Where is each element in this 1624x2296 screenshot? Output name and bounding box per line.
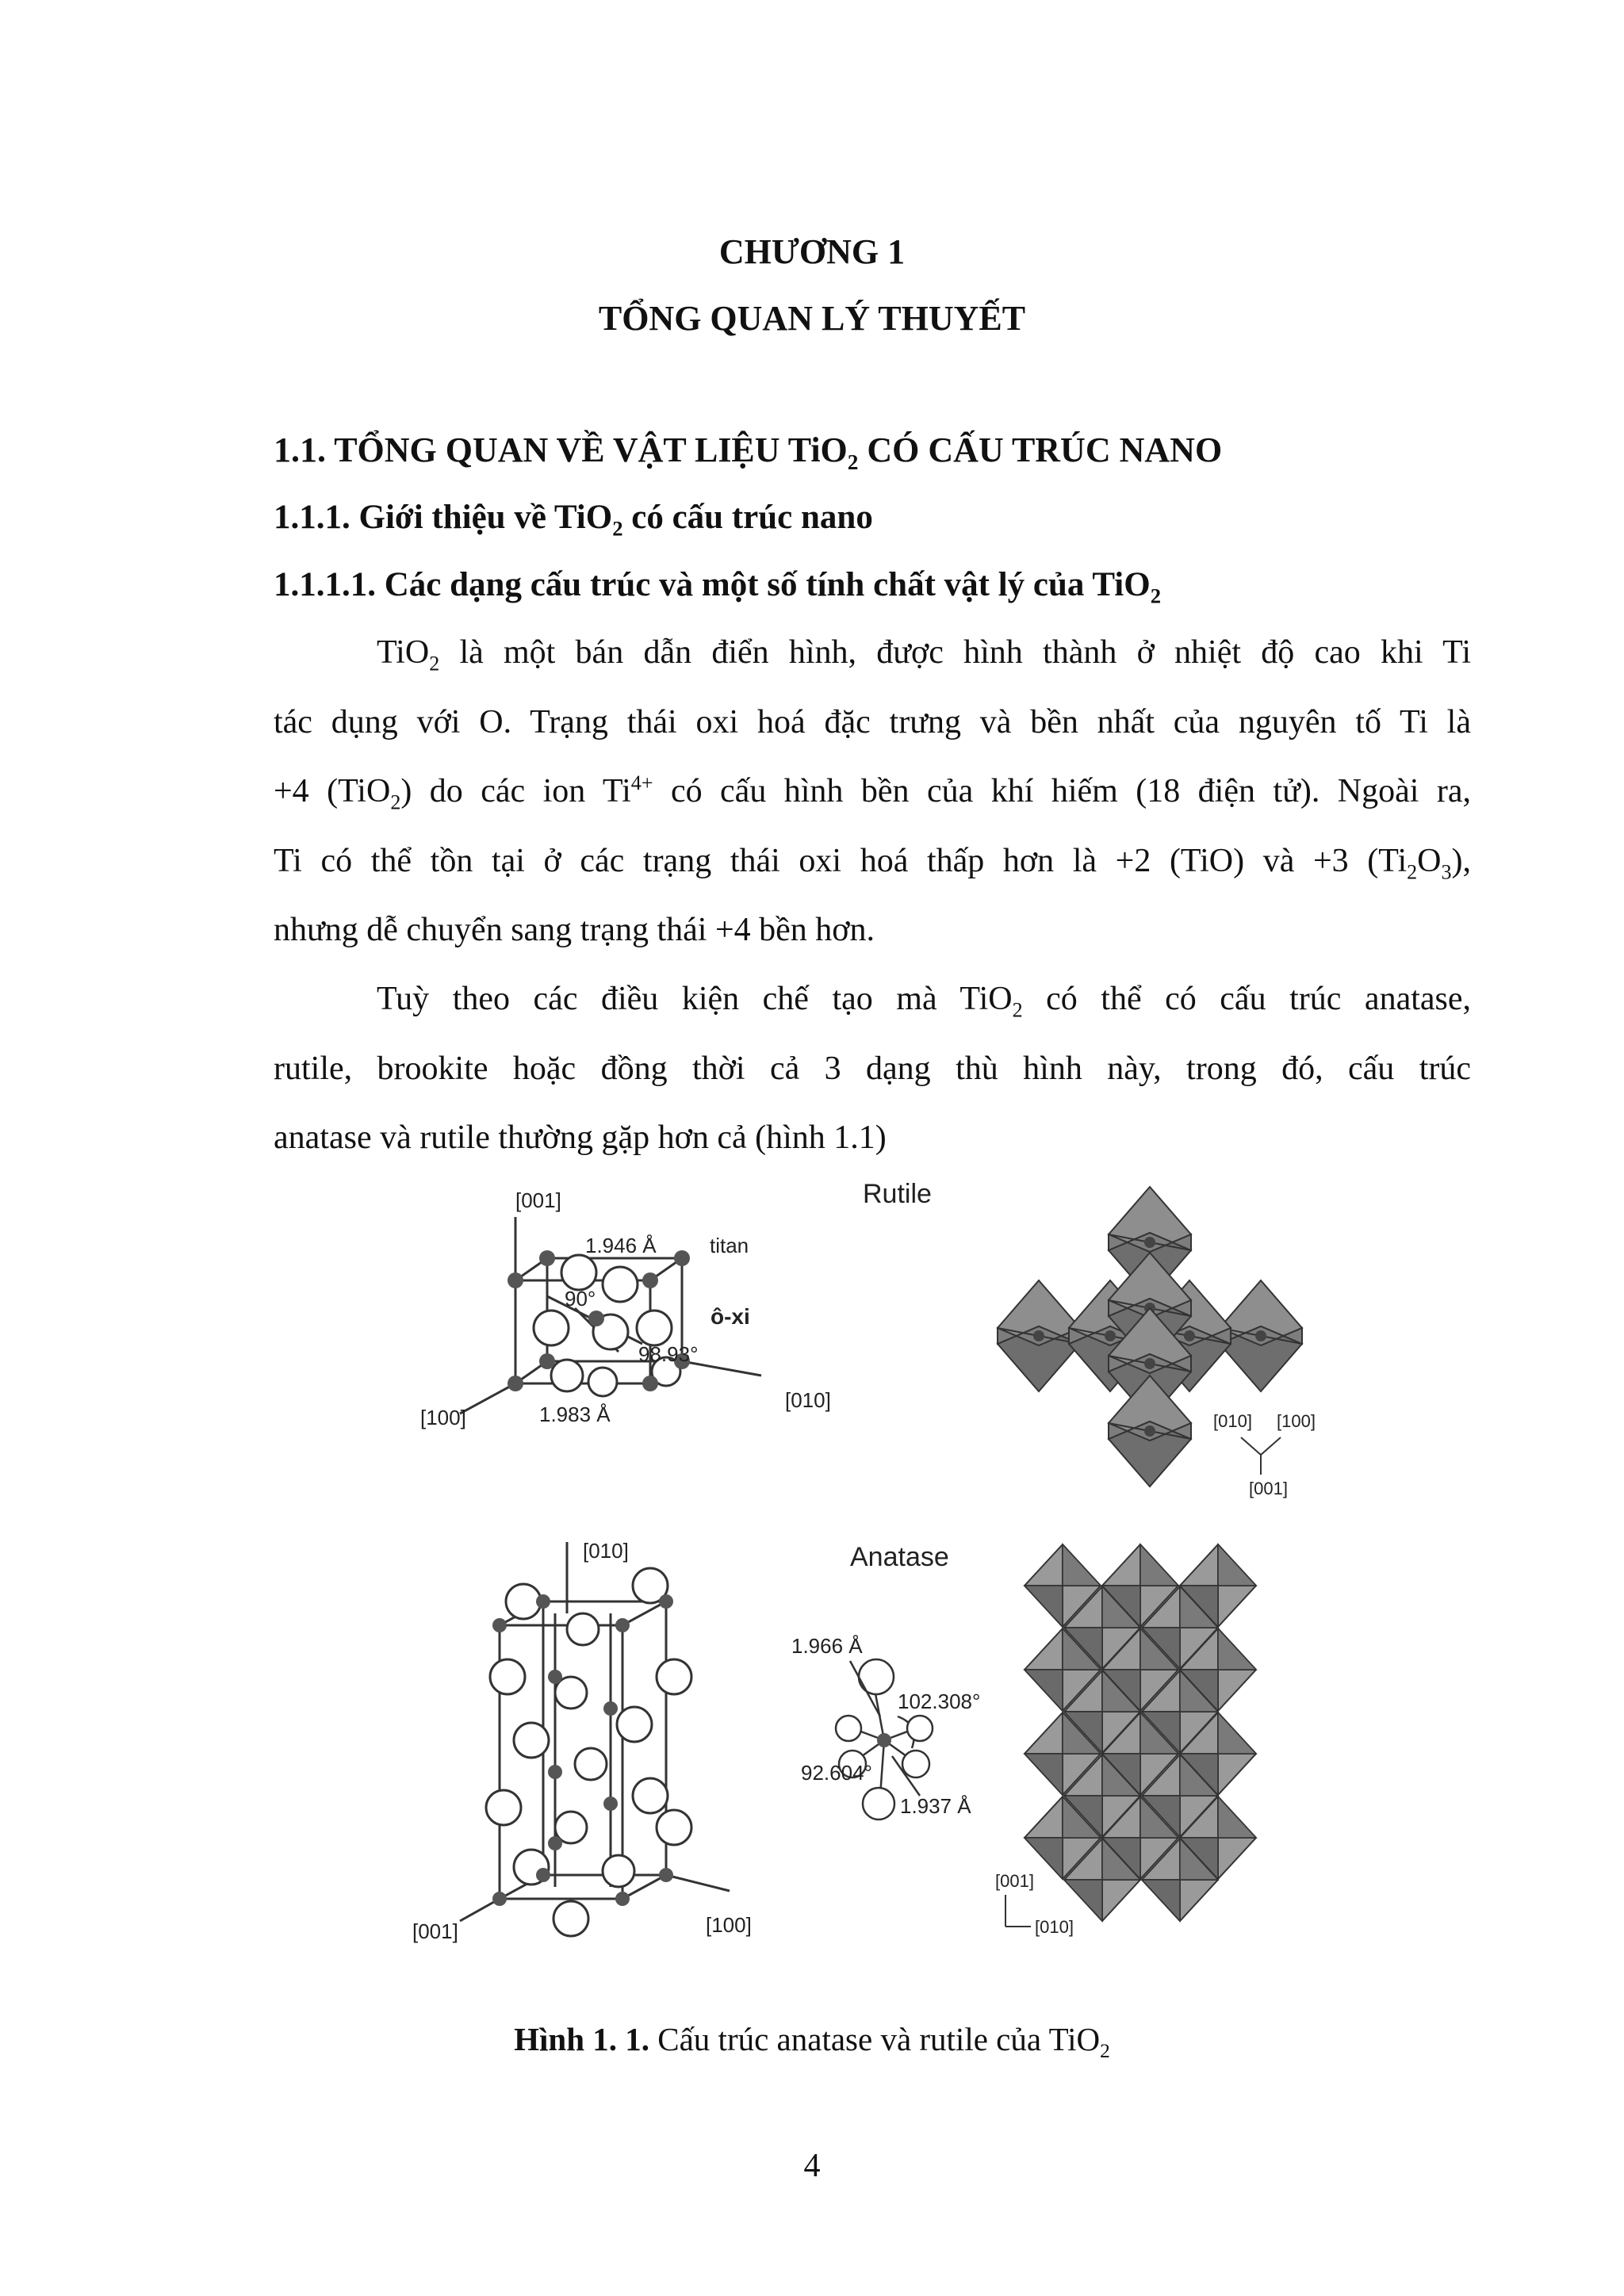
paragraph-line: +4 (TiO$_2$) do các ion $Ti^{4+}$ có cấu hình bền của khí hiếm (18 điện tử). Ngoài ra,: [274, 771, 1472, 814]
rutile-angle-90: 90°: [565, 1287, 596, 1311]
paragraph-1: [274, 618, 1471, 966]
rutile-label-oxi: ô-xi: [710, 1304, 750, 1329]
anatase-unit-cell: [460, 1542, 730, 1936]
anatase-bond-2: 1.937 Å: [900, 1794, 971, 1818]
rutile-axis-001: [001]: [515, 1188, 561, 1212]
figure-tio2-structures: [412, 1169, 1356, 1986]
paragraph-line: tác dụng với O. Trạng thái oxi hoá đặc trưng và bền nhất của nguyên tố Ti là: [274, 703, 1471, 740]
rutile-bond-bottom: 1.983 Å: [539, 1402, 611, 1426]
anatase-angle-1: 102.308°: [898, 1689, 981, 1713]
figure-caption: Hình 1. 1. Cấu trúc anatase và rutile của TiO$_2$: [514, 2021, 1110, 2063]
rutile-polyhedra: [998, 1187, 1302, 1487]
paragraph-line: nhưng dễ chuyển sang trạng thái +4 bền hơn.: [274, 912, 875, 948]
rutile-poly-100: [100]: [1277, 1411, 1316, 1431]
subsubsection-heading: 1.1.1.1. Các dạng cấu trúc và một số tính chất vật lý của TiO$_2$: [274, 566, 1162, 608]
page-number: 4: [803, 2148, 821, 2184]
rutile-bond-top: 1.946 Å: [585, 1234, 657, 1257]
paragraph-line: Ti có thể tồn tại ở các trạng thái oxi hoá thấp hơn là +2 (TiO) và +3 $(Ti_2O_3)$,: [274, 842, 1471, 883]
anatase-poly-010: [010]: [1035, 1917, 1074, 1937]
anatase-axis-010: [010]: [583, 1539, 629, 1563]
anatase-polyhedra: [1025, 1544, 1256, 1921]
rutile-poly-010: [010]: [1213, 1411, 1252, 1431]
rutile-poly-001: [001]: [1249, 1479, 1288, 1498]
anatase-poly-001: [001]: [995, 1871, 1034, 1891]
anatase-axis-001: [001]: [412, 1919, 458, 1943]
rutile-title: Rutile: [863, 1179, 932, 1209]
section-heading: 1.1. TỔNG QUAN VỀ VẬT LIỆU TiO$_2$ CÓ CẤU TRÚC NANO: [274, 430, 1223, 474]
anatase-axis-100: [100]: [706, 1913, 752, 1937]
rutile-axis-010: [010]: [785, 1388, 831, 1412]
anatase-angle-2: 92.604°: [801, 1761, 872, 1785]
rutile-angle-98: 98.93°: [638, 1342, 699, 1366]
chapter-number: CHƯƠNG 1: [718, 232, 906, 271]
anatase-title: Anatase: [850, 1542, 949, 1572]
paragraph-line: Tuỳ theo các điều kiện chế tạo mà TiO$_2$ có thể có cấu trúc anatase,: [377, 981, 1472, 1022]
paragraph-line: anatase và rutile thường gặp hơn cả (hình 1.1): [274, 1119, 887, 1156]
paragraph-line: rutile, brookite hoặc đồng thời cả 3 dạng thù hình này, trong đó, cấu trúc: [274, 1050, 1471, 1087]
paragraph-line: TiO$_2$ là một bán dẫn điển hình, được hình thành ở nhiệt độ cao khi Ti: [377, 634, 1471, 675]
subsection-heading: 1.1.1. Giới thiệu về TiO$_2$ có cấu trúc nano: [274, 499, 873, 541]
rutile-label-titan: titan: [710, 1234, 749, 1257]
paragraph-2: [274, 965, 1471, 1173]
chapter-title: TỔNG QUAN LÝ THUYẾT: [598, 299, 1026, 338]
rutile-axes-glyph: [1241, 1437, 1281, 1475]
rutile-axis-100: [100]: [420, 1406, 466, 1429]
anatase-bond-1: 1.966 Å: [791, 1634, 863, 1658]
anatase-axes-glyph: [1005, 1895, 1031, 1927]
